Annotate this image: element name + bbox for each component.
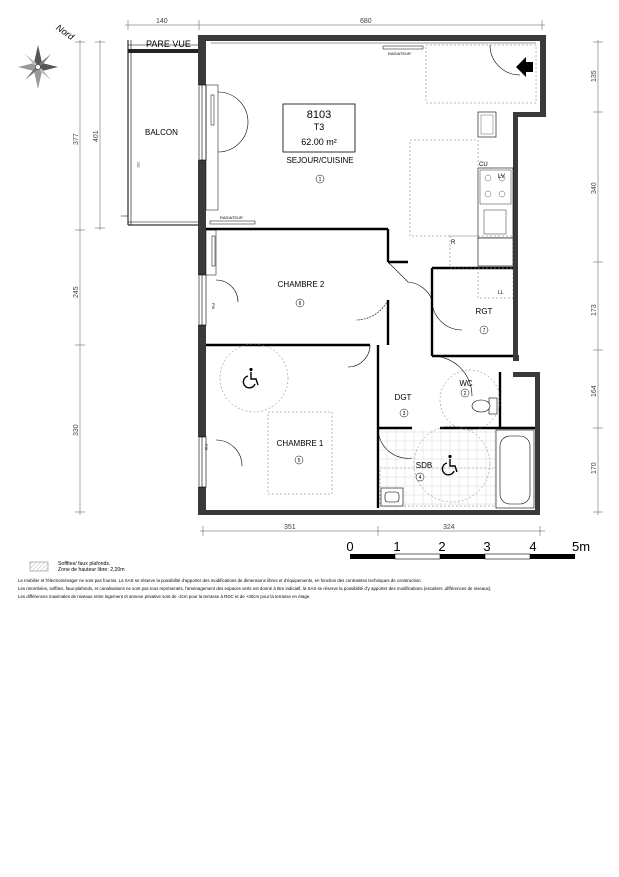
- dim-top-1: 140: [156, 18, 168, 25]
- bathtub: [496, 430, 534, 508]
- room-sdb-label: SDB: [415, 461, 433, 470]
- radiator-label-2: RADIATEUR: [220, 215, 243, 220]
- pare-vue-label: PARE VUE: [146, 39, 191, 49]
- dim-right-4: 164: [591, 385, 598, 397]
- sink-icon: [381, 488, 403, 506]
- dim-left-1: 377: [73, 133, 80, 145]
- right-dimension-line: [593, 40, 603, 515]
- fix-label-1: FIX: [211, 303, 216, 310]
- unit-number: 8103: [306, 109, 332, 121]
- compass-icon: [18, 45, 58, 89]
- dim-bottom-1: 351: [284, 524, 296, 531]
- top-dimension-line: [125, 20, 545, 30]
- wheelchair-icon: [243, 368, 258, 388]
- r-label: R: [451, 240, 456, 246]
- scale-tick-3: 3: [483, 539, 491, 554]
- room-sdb-number: 4: [418, 475, 422, 481]
- dim-right-3: 173: [591, 304, 598, 316]
- note-2: Les retombées, soffites, faux-plafonds, et canalisations ne sont pas tous représentés, l'aménagement des espaces verts est donné à titre indicatif, la SAS se réserve la possibilité d'y apporter des modifications (escaliers ,différences de niveaux).: [18, 586, 492, 591]
- room-dgt-number: 3: [402, 411, 406, 417]
- scale-tick-0: 0: [346, 539, 354, 554]
- dim-right-1: 135: [591, 70, 598, 82]
- soffit-legend-swatch: [30, 562, 48, 571]
- dim-right-2: 340: [591, 182, 598, 194]
- turning-circle: [220, 344, 288, 412]
- ll-label: LL: [498, 290, 504, 296]
- room-chambre2-label: CHAMBRE 2: [277, 280, 325, 289]
- cu-label: CU: [479, 162, 488, 168]
- lv-label: LV: [498, 174, 505, 180]
- dim-left-4: 330: [73, 424, 80, 436]
- unit-area: 62.00 m²: [301, 137, 337, 147]
- room-sejour-number: 1: [318, 177, 322, 183]
- unit-type: T3: [313, 122, 325, 132]
- note-3: Les différences maximales de niveaux entre logement et annexe privative sont de -2cm pour la terrasse à RDC et de +30cm pour la terrasse en étage.: [18, 594, 311, 599]
- room-wc-label: WC: [459, 379, 473, 388]
- bed-outline: [268, 412, 332, 494]
- compass-label: Nord: [54, 22, 76, 42]
- balcony-label: BALCON: [145, 128, 178, 137]
- room-rgt-label: RGT: [475, 307, 493, 316]
- radiator-label-1: RADIATEUR: [388, 51, 411, 56]
- dim-left-3: 245: [73, 286, 80, 298]
- room-chambre2-number: 6: [298, 301, 302, 307]
- room-chambre1-number: 5: [297, 458, 301, 464]
- scale-tick-4: 4: [529, 539, 537, 554]
- fix-label-2: FIX: [204, 444, 209, 451]
- dim-right-5: 170: [591, 462, 598, 474]
- dim-left-2: 401: [93, 130, 100, 142]
- dim-bottom-2: 324: [443, 524, 455, 531]
- kitchen-counter: [478, 112, 513, 266]
- entrance-arrow-icon: [516, 57, 533, 77]
- dim-top-2: 680: [360, 18, 372, 25]
- room-rgt-number: 7: [482, 328, 486, 334]
- legend-line-2: Zone de hauteur libre: 2,20m: [58, 567, 125, 573]
- room-sejour-label: SEJOUR/CUISINE: [286, 156, 354, 165]
- room-wc-number: 2: [463, 391, 467, 397]
- left-dimension-line: [75, 40, 105, 515]
- scale-bar: [350, 554, 575, 559]
- bottom-dimension-line: [200, 526, 545, 536]
- scale-tick-5: 5m: [571, 539, 591, 554]
- note-1: Le mobilier et l'électroménager ne sont pas fournis. La SAS se réserve la possibilité d'apporter des modifications de dimensions libres et d'équipements, en fonction des contraintes techniques de construction.: [18, 578, 422, 583]
- scale-tick-2: 2: [438, 539, 446, 554]
- scale-tick-1: 1: [393, 539, 401, 554]
- toilet-icon: [472, 398, 497, 414]
- legend-line-1: Soffites/ faux plafonds.: [58, 561, 111, 567]
- oe-label: OE: [136, 162, 141, 168]
- room-chambre1-label: CHAMBRE 1: [276, 439, 324, 448]
- room-dgt-label: DGT: [394, 393, 412, 402]
